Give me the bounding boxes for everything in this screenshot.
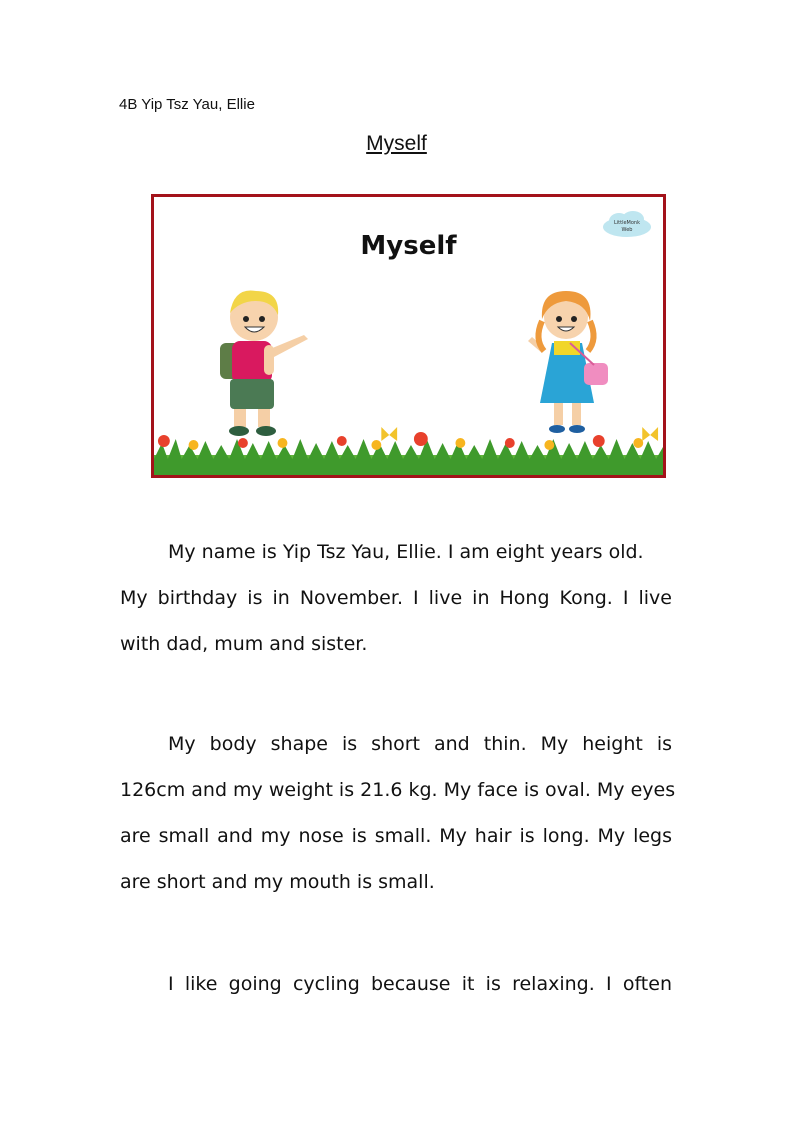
girl-illustration bbox=[524, 283, 624, 443]
paragraph-line: My name is Yip Tsz Yau, Ellie. I am eight years old. bbox=[168, 541, 644, 563]
cloud-logo-icon bbox=[601, 209, 653, 239]
paragraph-hobby bbox=[120, 961, 672, 1007]
paragraph-line: My birthday is in November. I live in Hong Kong. I live bbox=[120, 587, 672, 609]
document-title: Myself bbox=[366, 132, 427, 155]
paragraph-line: I like going cycling because it is relaxing. I often bbox=[168, 973, 672, 995]
paragraph-name bbox=[120, 529, 672, 667]
boy-illustration bbox=[212, 283, 322, 443]
paragraph-line: My body shape is short and thin. My height is bbox=[168, 733, 672, 755]
student-name-line: 4B Yip Tsz Yau, Ellie bbox=[119, 96, 255, 113]
logo-text-1: LittleMonk bbox=[614, 220, 640, 226]
flower-meadow bbox=[154, 425, 663, 475]
myself-banner bbox=[151, 194, 666, 478]
paragraph-line: 126cm and my weight is 21.6 kg. My face is oval. My eyes bbox=[120, 779, 676, 801]
paragraph-body bbox=[120, 721, 676, 905]
banner-title: Myself bbox=[360, 231, 457, 261]
logo-text-2: Web bbox=[621, 227, 633, 233]
paragraph-line: are short and my mouth is small. bbox=[120, 871, 435, 893]
paragraph-line: are small and my nose is small. My hair is long. My legs bbox=[120, 825, 672, 847]
paragraph-line: with dad, mum and sister. bbox=[120, 633, 368, 655]
